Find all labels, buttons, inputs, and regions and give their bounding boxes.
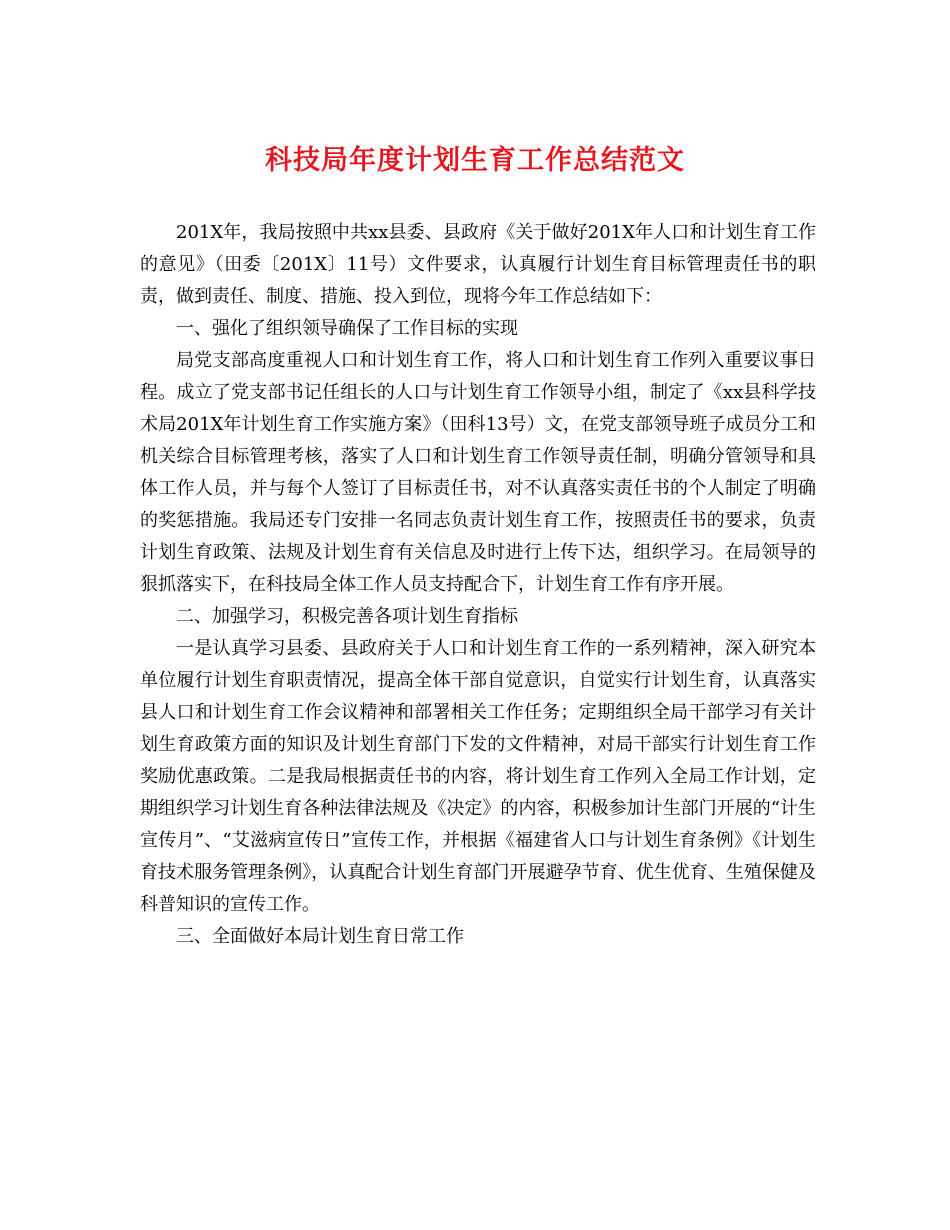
document-body [140, 217, 816, 953]
section-heading-1: 一、强化了组织领导确保了工作目标的实现 [176, 318, 518, 339]
document-title: 科技局年度计划生育工作总结范文 [265, 145, 685, 176]
paragraph-section-1: 局党支部高度重视人口和计划生育工作，将人口和计划生育工作列入重要议事日程。成立了党支部书记任组长的人口与计划生育工作领导小组，制定了《xx县科学技术局201X年计划生育工作实施方案》（田科13号）文，在党支部领导班子成员分工和机关综合目标管理考核，落实了人口和计划生育工作领导责任制，明确分管领导和具体工作人员，并与每个人签订了目标责任书，对不认真落实责任书的个人制定了明确的奖惩措施。我局还专门安排一名同志负责计划生育工作，按照责任书的要求，负责计划生育政策、法规及计划生育有关信息及时进行上传下达，组织学习。在局领导的狠抓落实下，在科技局全体工作人员支持配合下，计划生育工作有序开展。 [140, 350, 816, 595]
section-heading-2: 二、加强学习，积极完善各项计划生育指标 [176, 606, 518, 627]
section-heading-3: 三、全面做好本局计划生育日常工作 [176, 926, 464, 947]
paragraph-intro: 201X年，我局按照中共xx县委、县政府《关于做好201X年人口和计划生育工作的意见》（田委〔201X〕11号）文件要求，认真履行计划生育目标管理责任书的职责，做到责任、制度、措施、投入到位，现将今年工作总结如下： [140, 222, 816, 307]
paragraph-section-2: 一是认真学习县委、县政府关于人口和计划生育工作的一系列精神，深入研究本单位履行计划生育职责情况，提高全体干部自觉意识，自觉实行计划生育，认真落实县人口和计划生育工作会议精神和部署相关工作任务；定期组织全局干部学习有关计划生育政策方面的知识及计划生育部门下发的文件精神，对局干部实行计划生育工作奖励优惠政策。二是我局根据责任书的内容，将计划生育工作列入全局工作计划，定期组织学习计划生育各种法律法规及《决定》的内容，积极参加计生部门开展的“计生宣传月”、“艾滋病宣传日”宣传工作，并根据《福建省人口与计划生育条例》《计划生育技术服务管理条例》，认真配合计划生育部门开展避孕节育、优生优育、生殖保健及科普知识的宣传工作。 [140, 638, 816, 915]
